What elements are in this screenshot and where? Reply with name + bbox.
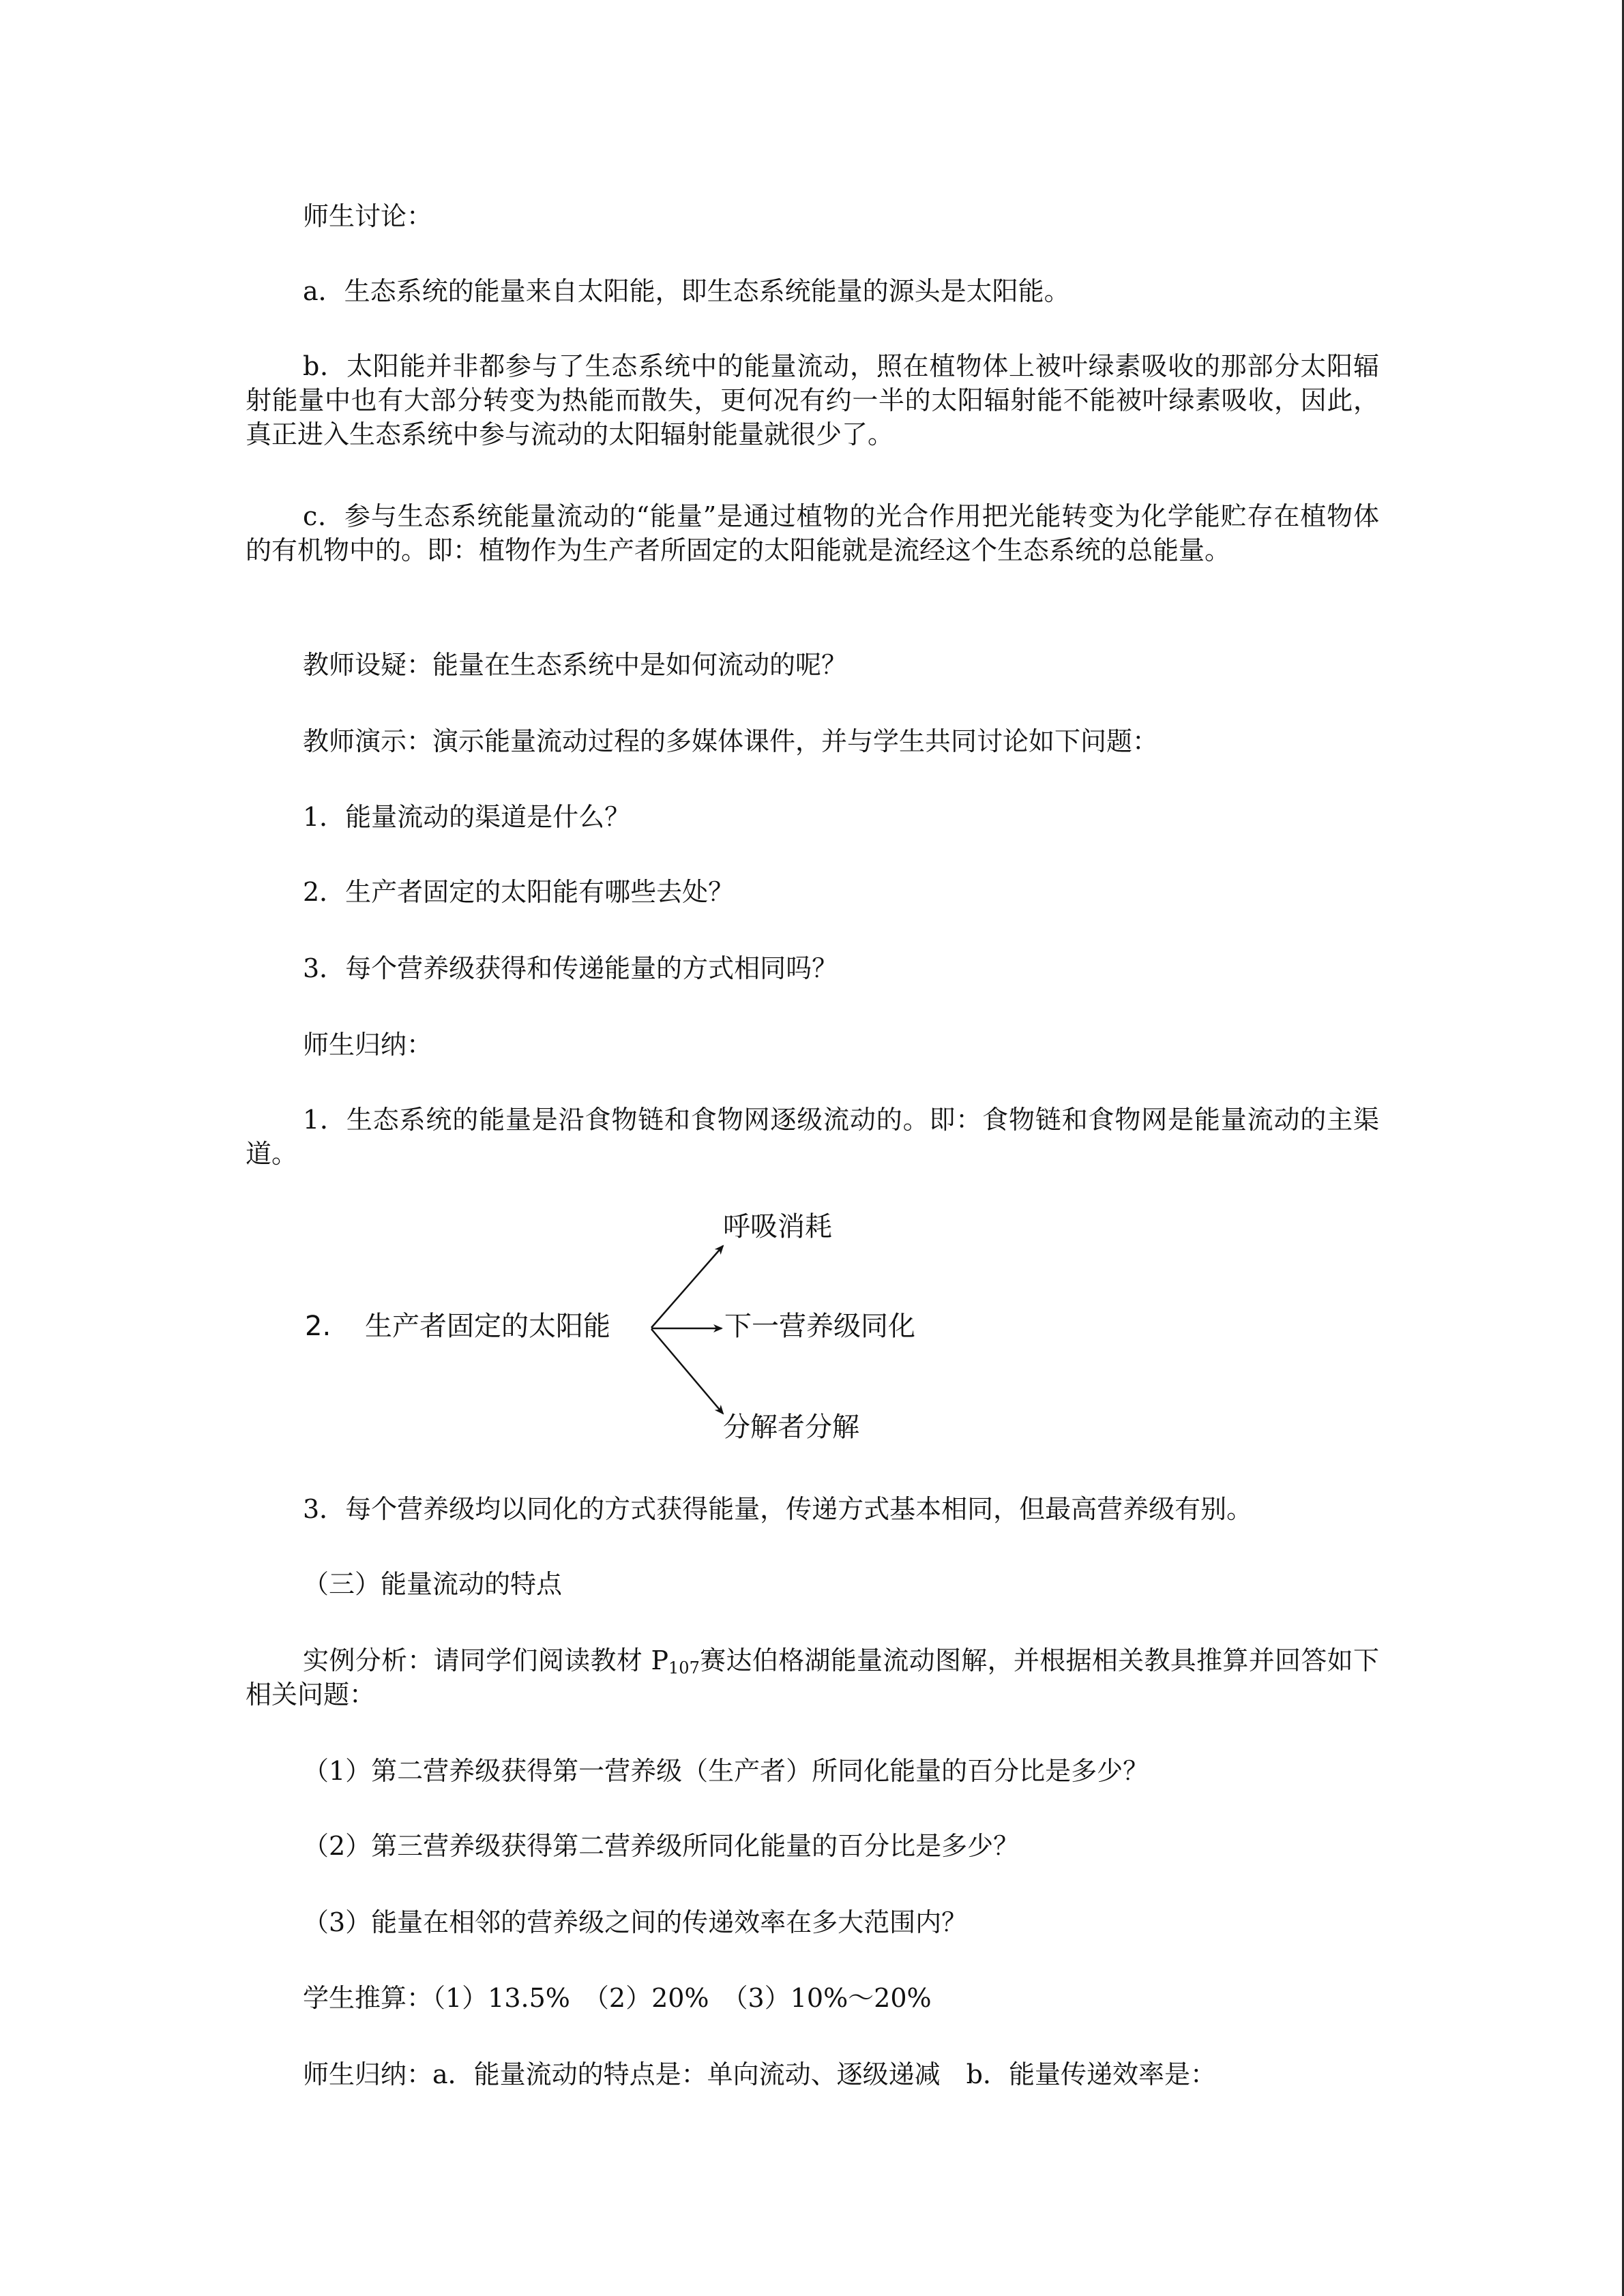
final-summary: 师生归纳：a．能量流动的特点是：单向流动、逐级递减 b．能量传递效率是： — [303, 2059, 1216, 2089]
diagram-target-decomposer: 分解者分解 — [723, 1412, 859, 1443]
diagram-source: 生产者固定的太阳能 — [365, 1311, 610, 1342]
summary-1: 1．生态系统的能量是沿食物链和食物网逐级流动的。即：食物链和食物网是能量流动的主渠道。 — [246, 1105, 1379, 1169]
point-a: a．生态系统的能量来自太阳能，即生态系统能量的源头是太阳能。 — [303, 276, 1070, 306]
question-3: 3．每个营养级获得和传递能量的方式相同吗？ — [303, 953, 838, 983]
discuss-heading: 师生讨论： — [303, 201, 433, 231]
student-calc: 学生推算：（1）13.5% （2）20% （3）10%～20% — [303, 1983, 932, 2013]
question-1: 1．能量流动的渠道是什么？ — [303, 802, 631, 832]
case-prefix: 实例分析：请同学们阅读教材 P — [303, 1645, 669, 1675]
arrow-up — [651, 1246, 723, 1328]
point-b: b．太阳能并非都参与了生态系统中的能量流动，照在植物体上被叶绿素吸收的那部分太阳辐射能量中也有大部分转变为热能而散失，更何况有约一半的太阳辐射能不能被叶绿素吸收，因此，真正进入生态系统中参与流动的太阳辐射能量就很少了。 — [246, 351, 1379, 449]
diagram-target-next-level: 下一营养级同化 — [724, 1311, 915, 1342]
teacher-demo: 教师演示：演示能量流动过程的多媒体课件，并与学生共同讨论如下问题： — [303, 726, 1159, 756]
case-question-2: （2）第三营养级获得第二营养级所同化能量的百分比是多少？ — [303, 1831, 1020, 1861]
case-question-1: （1）第二营养级获得第一营养级（生产者）所同化能量的百分比是多少？ — [303, 1756, 1149, 1786]
case-analysis — [246, 1643, 1379, 1712]
diagram-target-respiration: 呼吸消耗 — [723, 1211, 832, 1242]
summary-heading: 师生归纳： — [303, 1030, 433, 1060]
point-c: c．参与生态系统能量流动的“能量”是通过植物的光合作用把光能转变为化学能贮存在植物体的有机物中的。即：植物作为生产者所固定的太阳能就是流经这个生态系统的总能量。 — [246, 501, 1379, 565]
question-2: 2．生产者固定的太阳能有哪些去处？ — [303, 877, 735, 907]
teacher-question: 教师设疑：能量在生态系统中是如何流动的呢？ — [303, 650, 848, 680]
energy-flow-diagram — [286, 1197, 1037, 1470]
case-page-sub: 107 — [668, 1658, 700, 1678]
case-question-3: （3）能量在相邻的营养级之间的传递效率在多大范围内？ — [303, 1907, 968, 1937]
summary-3: 3．每个营养级均以同化的方式获得能量，传递方式基本相同，但最高营养级有别。 — [303, 1494, 1253, 1524]
arrow-down — [651, 1329, 723, 1414]
diagram-number: 2. — [305, 1311, 331, 1342]
section-title: （三）能量流动的特点 — [303, 1569, 563, 1599]
case-suffix: 赛达伯格湖能量流动图解，并根据相关教具推算并回答如下相关问题： — [246, 1645, 1379, 1710]
